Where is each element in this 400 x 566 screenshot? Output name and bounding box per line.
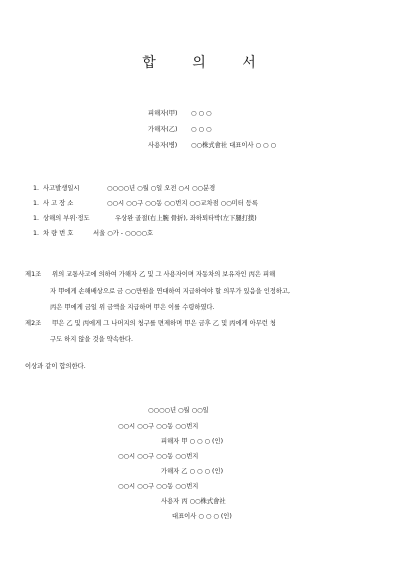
article-1-line: 자 甲에게 손해배상으로 금 ○○만원을 연대하여 지급하여야 할 의무가 있음을 인정하고, [50, 288, 291, 295]
representative-signature: 대표이사 ○ ○ ○ (인) [172, 513, 232, 520]
fact-bullet: 1. [33, 215, 40, 222]
signature-date: ○○○○년 ○월 ○○일 [148, 407, 209, 414]
article-1-label: 제1조 [25, 271, 42, 278]
closing-statement: 이상과 같이 합의한다. [25, 363, 86, 370]
fact-label: 상해의 부위·정도 [43, 215, 90, 222]
fact-bullet: 1. [33, 185, 40, 192]
title-char: 서 [242, 55, 258, 71]
document-title [0, 52, 400, 72]
party-value: ○○株式會社 대표이사 ○ ○ ○ [191, 142, 277, 149]
fact-value: 우상완 골절(右上腕 骨折), 좌하퇴타박(左下腿打撲) [115, 215, 257, 222]
title-char: 합 [142, 55, 158, 71]
article-2-label: 제2조 [25, 320, 42, 327]
offender-address: ○○시 ○○구 ○○동 ○○번지 [118, 453, 199, 460]
victim-address: ○○시 ○○구 ○○동 ○○번지 [118, 423, 199, 430]
fact-bullet: 1. [33, 230, 40, 237]
fact-value: ○○시 ○○구 ○○동 ○○번지 ○○교차점 ○○미터 등록 [107, 200, 258, 207]
party-label: 피해자(甲) [148, 110, 178, 117]
fact-vehicle-number [33, 229, 153, 238]
party-offender [148, 125, 212, 134]
fact-value: ○○○○년 ○월 ○일 오전 ○시 ○○분경 [107, 185, 216, 192]
offender-signature: 가해자 乙 ○ ○ ○ (인) [161, 468, 224, 475]
employer-address: ○○시 ○○구 ○○동 ○○번지 [118, 483, 199, 490]
employer-signature: 사용자 丙 ○○株式會社 [161, 498, 226, 505]
party-label: 사용자(병) [148, 142, 178, 149]
party-victim [148, 109, 212, 118]
title-char: 의 [192, 55, 208, 71]
party-employer [148, 141, 276, 150]
fact-label: 차 량 번 호 [43, 230, 74, 237]
article-2-line: 구도 하지 않을 것을 약속한다. [50, 336, 134, 343]
party-value: ○ ○ ○ [191, 126, 212, 133]
fact-value: 서울 ○가 - ○○○○호 [93, 230, 154, 237]
victim-signature: 피해자 甲 ○ ○ ○ (인) [161, 438, 224, 445]
article-1-line: 丙은 甲에게 금일 위 금액을 지급하며 甲은 이를 수령하였다. [50, 304, 215, 311]
fact-injury [33, 214, 257, 223]
article-1-line: 위의 교통사고에 의하여 가해자 乙 및 그 사용자이며 자동차의 보유자인 丙은 피해 [52, 271, 276, 278]
fact-accident-time [33, 184, 215, 193]
fact-label: 사고발생일시 [43, 185, 80, 192]
article-2-line: 甲은 乙 및 丙에게 그 나머지의 청구를 면제하며 甲은 금후 乙 및 丙에게 아무런 청 [52, 320, 276, 327]
fact-bullet: 1. [33, 200, 40, 207]
party-value: ○ ○ ○ [191, 110, 212, 117]
fact-accident-place [33, 199, 258, 208]
fact-label: 사 고 장 소 [43, 200, 74, 207]
party-label: 가해자(乙) [148, 126, 178, 133]
